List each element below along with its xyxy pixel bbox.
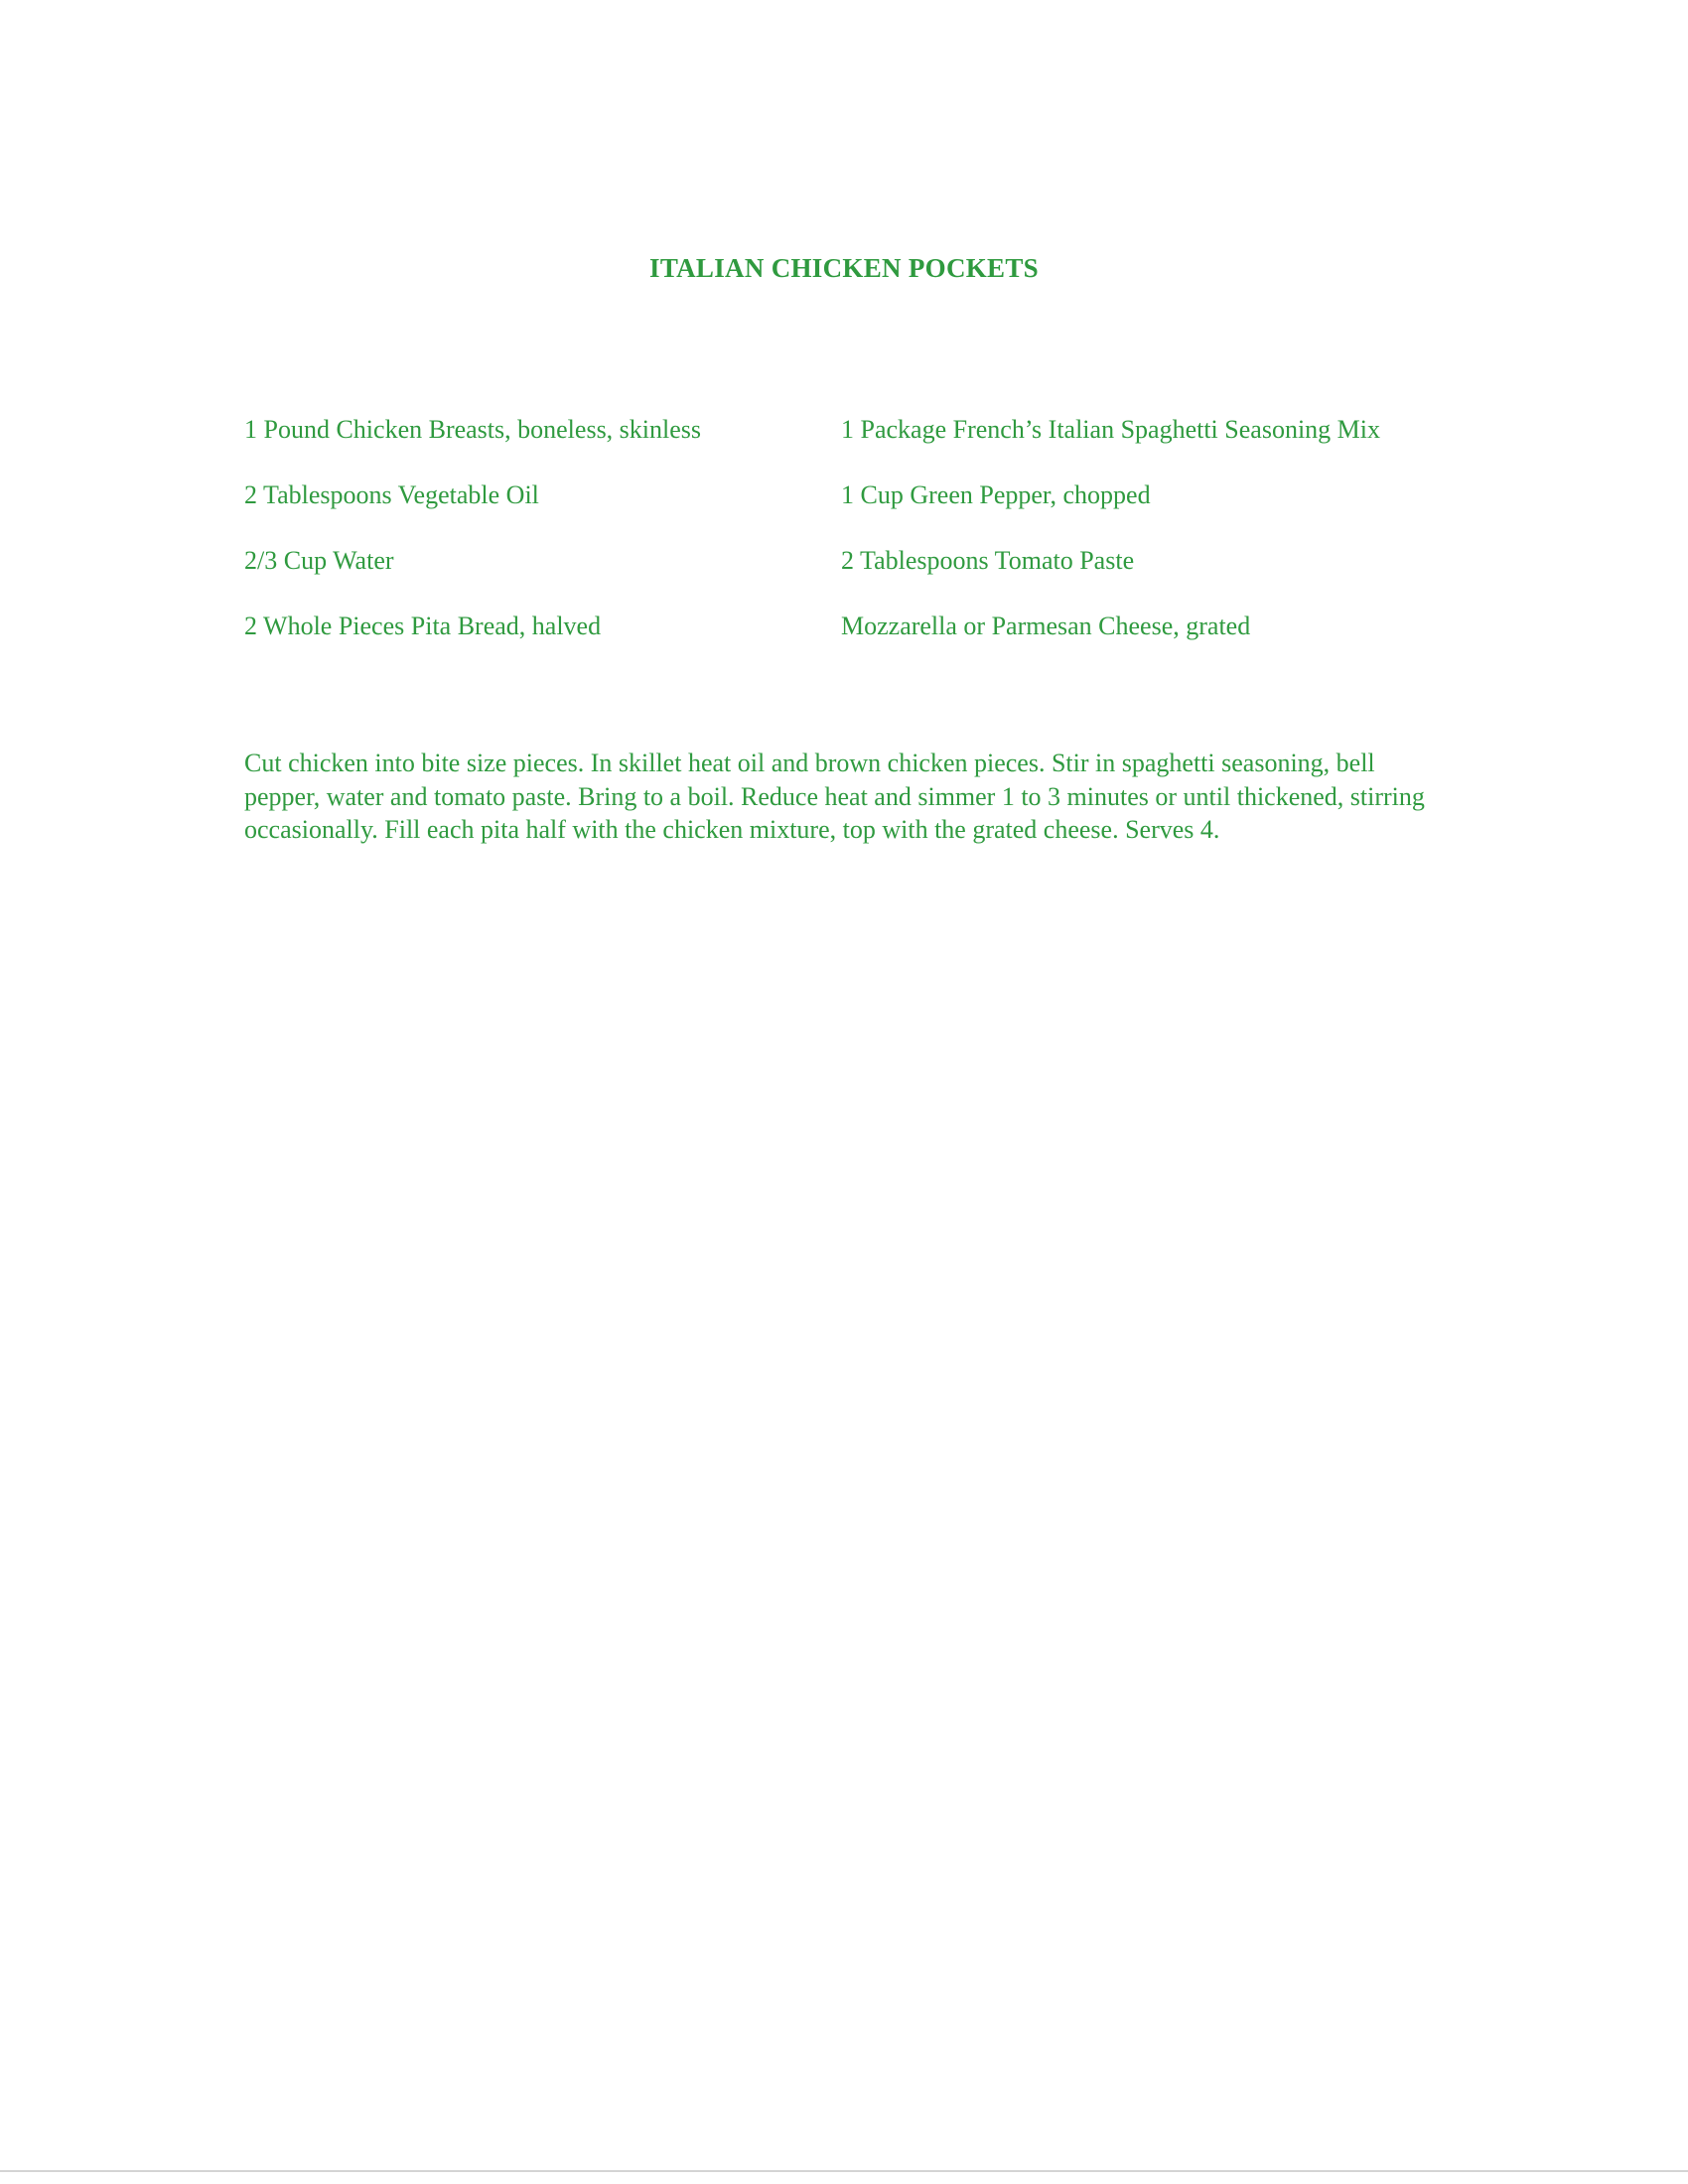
scan-edge-divider: [0, 2170, 1688, 2172]
recipe-title: ITALIAN CHICKEN POCKETS: [649, 253, 1039, 283]
ingredients-left-column: [244, 415, 701, 677]
ingredient-item: 2 Tablespoons Tomato Paste: [841, 546, 1135, 575]
ingredient-item: Mozzarella or Parmesan Cheese, grated: [841, 612, 1251, 640]
ingredient-item: 1 Pound Chicken Breasts, boneless, skinless: [244, 415, 702, 444]
ingredients-right-column: [841, 415, 1380, 677]
ingredient-item: 2/3 Cup Water: [244, 546, 394, 575]
recipe-directions: Cut chicken into bite size pieces. In skillet heat oil and brown chicken pieces. Stir in spaghetti seasoning, bell pepper, water and tomato paste. Bring to a boil. Reduce heat and simmer 1 to 3 minutes or until thickened, stirring occasionally. Fill each pita half with the chicken mixture, top with the grated cheese. Serves 4.: [244, 749, 1425, 844]
ingredient-item: 2 Whole Pieces Pita Bread, halved: [244, 612, 602, 640]
ingredient-item: 2 Tablespoons Vegetable Oil: [244, 480, 539, 509]
ingredient-item: 1 Package French’s Italian Spaghetti Seasoning Mix: [841, 415, 1381, 444]
ingredient-item: 1 Cup Green Pepper, chopped: [841, 480, 1151, 509]
